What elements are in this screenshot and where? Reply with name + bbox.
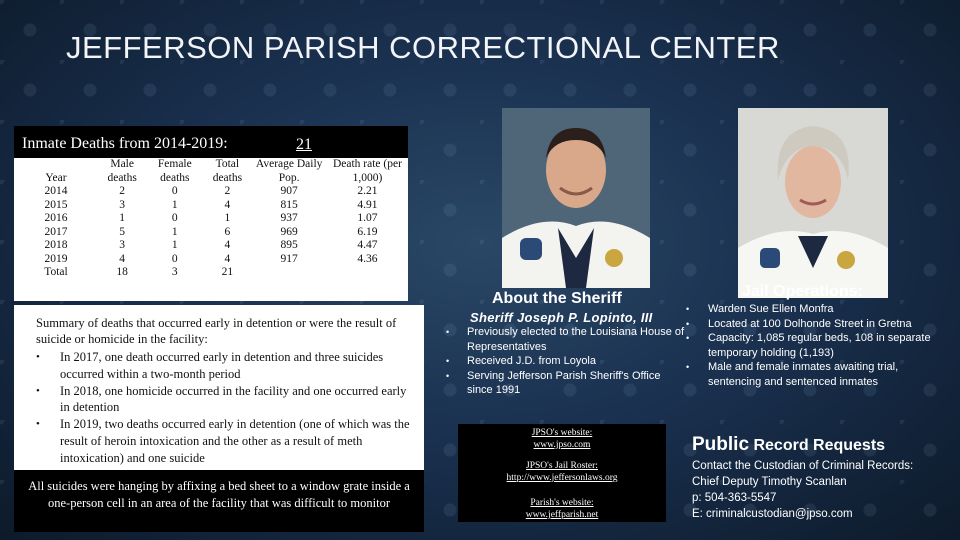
roster-label: JPSO's Jail Roster: [526, 461, 598, 471]
list-item: • Located at 100 Dolhonde Street in Gretna [686, 317, 940, 332]
public-records-title-big: Public [692, 434, 750, 455]
roster-link[interactable]: http://www.jeffersonlaws.org [506, 473, 618, 483]
website-link[interactable]: www.jpso.com [533, 440, 591, 450]
col-male: Male deaths [107, 158, 137, 184]
table-cell: 1 [171, 225, 178, 238]
table-row [14, 226, 408, 240]
table-row [14, 266, 408, 280]
table-cell [327, 266, 408, 280]
table-cell: 2017 [44, 225, 68, 238]
public-records-contact [692, 458, 913, 522]
table-cell: 4.47 [357, 239, 378, 251]
summary-list [36, 349, 418, 467]
summary-title: Summary of deaths that occurred early in detention or were the result of suicide or homicide in the facility: [36, 316, 397, 346]
website-label: JPSO's website: [531, 428, 593, 438]
deaths-table-header [14, 126, 408, 158]
table-cell: 6.19 [357, 225, 378, 238]
suicide-note-text: All suicides were hanging by affixing a bed sheet to a window grate inside a one-person cell in an area of the facility that was difficult to monitor [28, 479, 410, 510]
table-cell: 2019 [44, 252, 68, 265]
table-cell: 2 [119, 185, 126, 197]
list-item: • Warden Sue Ellen Monfra [686, 302, 940, 317]
summary-panel [14, 305, 424, 470]
sheriff-name: Sheriff Joseph P. Lopinto, III [470, 310, 653, 325]
table-cell: 3 [171, 266, 178, 278]
table-cell: 937 [280, 212, 298, 224]
table-cell: 2018 [44, 239, 68, 251]
public-records-heading [692, 434, 885, 456]
table-row [14, 239, 408, 253]
table-cell: 21 [221, 266, 234, 278]
col-total: Total deaths [212, 158, 243, 184]
table-cell: 917 [280, 252, 298, 265]
sheriff-photo [502, 108, 650, 288]
sheriff-bio-list [446, 325, 686, 398]
table-cell: 1 [171, 198, 178, 211]
table-cell: 1 [171, 239, 178, 251]
summary-item: • In 2017, one death occurred early in detention and three suicides occurred within a two-month period [36, 349, 418, 383]
table-cell: 3 [119, 198, 126, 211]
table-row [14, 253, 408, 267]
table-header-row [14, 158, 408, 185]
table-cell: 1 [119, 212, 126, 224]
table-row [14, 199, 408, 213]
list-item: • Serving Jefferson Parish Sheriff's Office since 1991 [446, 369, 686, 398]
deaths-total-count: 21 [296, 136, 312, 153]
table-cell: 4 [224, 198, 231, 211]
table-cell: 6 [224, 225, 231, 238]
contact-name: Chief Deputy Timothy Scanlan [692, 476, 847, 488]
table-cell [252, 266, 327, 280]
table-cell: 4 [224, 239, 231, 251]
table-cell: 4 [224, 252, 231, 265]
jail-operations-list [686, 302, 940, 389]
table-cell: 2015 [44, 198, 68, 211]
contact-line: Contact the Custodian of Criminal Records: [692, 460, 914, 472]
list-item: • Capacity: 1,085 regular beds, 108 in separate temporary holding (1,193) [686, 331, 940, 360]
col-avg-pop: Average Daily Pop. [255, 158, 323, 184]
contact-phone: p: 504-363-5547 [692, 492, 777, 504]
deaths-heading-label: Inmate Deaths from 2014-2019: [22, 135, 228, 152]
table-cell: 5 [119, 225, 126, 238]
table-cell: 1.07 [357, 212, 378, 224]
table-cell: 895 [280, 239, 298, 251]
list-item: • Received J.D. from Loyola [446, 354, 686, 369]
col-female: Female deaths [157, 158, 192, 184]
list-item: • Previously elected to the Louisiana House of Representatives [446, 325, 686, 354]
table-cell: 0 [171, 212, 178, 224]
table-cell: 4.91 [357, 198, 378, 211]
table-cell: 4 [119, 252, 126, 265]
parish-link[interactable]: www.jeffparish.net [525, 510, 599, 520]
table-cell: 3 [119, 239, 126, 251]
table-cell: Total [44, 266, 68, 278]
table-cell: 815 [280, 198, 298, 211]
public-records-title-rest: Record Requests [749, 437, 886, 454]
table-cell: 1 [224, 212, 231, 224]
warden-photo [738, 108, 888, 298]
links-box [458, 424, 666, 522]
jail-operations-heading: Jail Operations: [742, 283, 863, 300]
table-cell: 0 [171, 185, 178, 197]
table-row [14, 212, 408, 226]
table-cell: 969 [280, 225, 298, 238]
col-year: Year [45, 171, 67, 184]
table-row [14, 185, 408, 199]
table-cell: 4.36 [357, 252, 378, 265]
table-cell: 2014 [44, 185, 68, 197]
table-cell: 2.21 [357, 185, 378, 197]
parish-label: Parish's website: [530, 498, 594, 508]
list-item: • Male and female inmates awaiting trial, sentencing and sentenced inmates [686, 360, 940, 389]
about-sheriff-heading: About the Sheriff [492, 290, 622, 307]
page-title: JEFFERSON PARISH CORRECTIONAL CENTER [66, 30, 780, 65]
deaths-table [14, 158, 408, 280]
summary-item: • In 2018, one homicide occurred in the facility and one occurred early in detention [36, 383, 418, 417]
contact-email[interactable]: E: criminalcustodian@jpso.com [692, 508, 853, 520]
table-cell: 0 [171, 252, 178, 265]
deaths-table-body [14, 185, 408, 280]
table-cell: 18 [116, 266, 128, 278]
summary-item: • In 2019, two deaths occurred early in detention (one of which was the result of heroin intoxication and the other as a result of meth intoxication) and one suicide [36, 416, 418, 466]
deaths-table-panel [14, 126, 408, 301]
table-cell: 907 [280, 185, 298, 197]
table-cell: 2016 [44, 212, 68, 224]
table-cell: 2 [224, 185, 231, 197]
suicide-note [14, 470, 424, 532]
col-death-rate: Death rate (per 1,000) [332, 158, 402, 184]
